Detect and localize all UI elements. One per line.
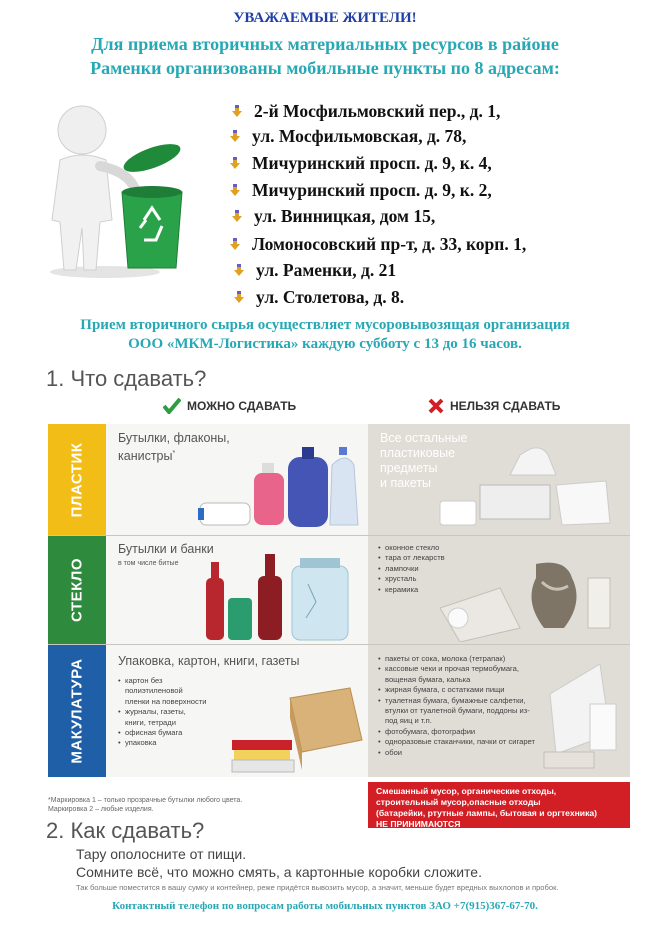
what-to-hand-in-heading: 1. Что сдавать? <box>46 366 207 391</box>
person-with-recycle-bin-illustration <box>40 100 190 280</box>
paper-allowed-title: Упаковка, картон, книги, газеты <box>118 654 300 668</box>
checkmark-icon <box>163 398 181 414</box>
plastic-forbidden-title: Все остальные пластиковые предметы и пакеты <box>380 431 468 490</box>
not-accepted-notice: Смешанный мусор, органические отходы, строительный мусор,опасные отходы (батарейки, ртутные лампы, бытовая и оргтехника) НЕ ПРИНИМАЮТСЯ <box>368 782 630 828</box>
paper-allowed-list: • картон без полиэтиленовой пленки на поверхности • журналы, газеты, книги, тетради • офисная бумага • упаковка <box>118 676 208 749</box>
address-item: Ломоносовский пр-т, д. 33, корп. 1, <box>228 234 526 255</box>
plastic-allowed-title: Бутылки, флаконы, канистры* <box>118 431 230 464</box>
how-instruction: Тару ополосните от пищи. <box>76 846 247 862</box>
forbidden-column-header: НЕЛЬЗЯ СДАВАТЬ <box>428 398 560 414</box>
plastic-items-illustration <box>430 445 626 531</box>
paper-forbidden-items-illustration <box>540 654 626 774</box>
arrow-down-bullet-icon <box>228 156 242 170</box>
intro-line: Раменки организованы мобильные пункты по 8 адресам: <box>90 58 560 78</box>
plastic-band: ПЛАСТИК <box>48 424 106 535</box>
glass-allowed-title: Бутылки и банки <box>118 542 214 556</box>
address-item: 2-й Мосфильмовский пер., д. 1, <box>230 101 500 122</box>
glass-items-illustration <box>440 548 626 642</box>
paper-band: МАКУЛАТУРА <box>48 645 106 777</box>
cross-icon <box>428 398 444 414</box>
arrow-down-bullet-icon <box>230 209 244 223</box>
address-item: ул. Винницкая, дом 15, <box>230 206 435 227</box>
how-to-hand-in-heading: 2. Как сдавать? <box>46 818 205 843</box>
address-item: ул. Раменки, д. 21 <box>232 260 396 281</box>
arrow-down-bullet-icon <box>228 237 242 251</box>
glass-forbidden-list: • оконное стекло • тара от лекарств • лампочки • хрусталь • керамика <box>378 543 445 595</box>
how-instruction: Сомните всё, что можно смять, а картонные коробки сложите. <box>76 864 482 880</box>
address-item: Мичуринский просп. д. 9, к. 4, <box>228 153 492 174</box>
paper-forbidden-list: • пакеты от сока, молока (тетрапак) • кассовые чеки и прочая термобумага, вощеная бумага, калька • жирная бумага, с остатками пищи • туалетная бумага, бумажные салфетки, втулки от туалетной бумаги, поддоны из-под яиц и т.п. • фотобумага, фотографии • одноразовые стаканчики, пачки от сигарет • обои <box>378 654 538 758</box>
address-item: ул. Столетова, д. 8. <box>232 287 404 308</box>
intro-text <box>0 32 650 80</box>
plastic-bottles-illustration <box>196 445 366 533</box>
arrow-down-bullet-icon <box>232 263 246 277</box>
arrow-down-bullet-icon <box>232 290 246 304</box>
arrow-down-bullet-icon <box>230 104 244 118</box>
glass-band: СТЕКЛО <box>48 536 106 644</box>
greeting-heading: УВАЖАЕМЫЕ ЖИТЕЛИ! <box>233 10 417 26</box>
intro-line: Для приема вторичных материальных ресурсов в районе <box>91 34 559 54</box>
paper-box-books-illustration <box>230 674 366 774</box>
allowed-column-header: МОЖНО СДАВАТЬ <box>163 398 296 414</box>
address-item: ул. Мосфильмовская, д. 78, <box>228 126 466 147</box>
arrow-down-bullet-icon <box>228 129 242 143</box>
glass-allowed-subtitle: в том числе битые <box>118 560 179 567</box>
address-item: Мичуринский просп. д. 9, к. 2, <box>228 180 492 201</box>
how-explanation: Так больше поместится в вашу сумку и контейнер, реже придётся вывозить мусор, а значит, меньше будет вредных выхлопов и пробок. <box>76 883 559 892</box>
collection-schedule-text: Прием вторичного сырья осуществляет мусоровывозящая организация ООО «МКМ-Логистика» каждую субботу с 13 до 16 часов. <box>80 317 570 352</box>
arrow-down-bullet-icon <box>228 183 242 197</box>
marking-footnote: *Маркировка 1 – только прозрачные бутылки любого цвета. Маркировка 2 – любые изделия. <box>48 797 243 813</box>
glass-bottles-illustration <box>196 548 366 642</box>
contact-phone-text: Контактный телефон по вопросам работы мобильных пунктов ЗАО +7(915)367-67-70. <box>112 900 538 912</box>
